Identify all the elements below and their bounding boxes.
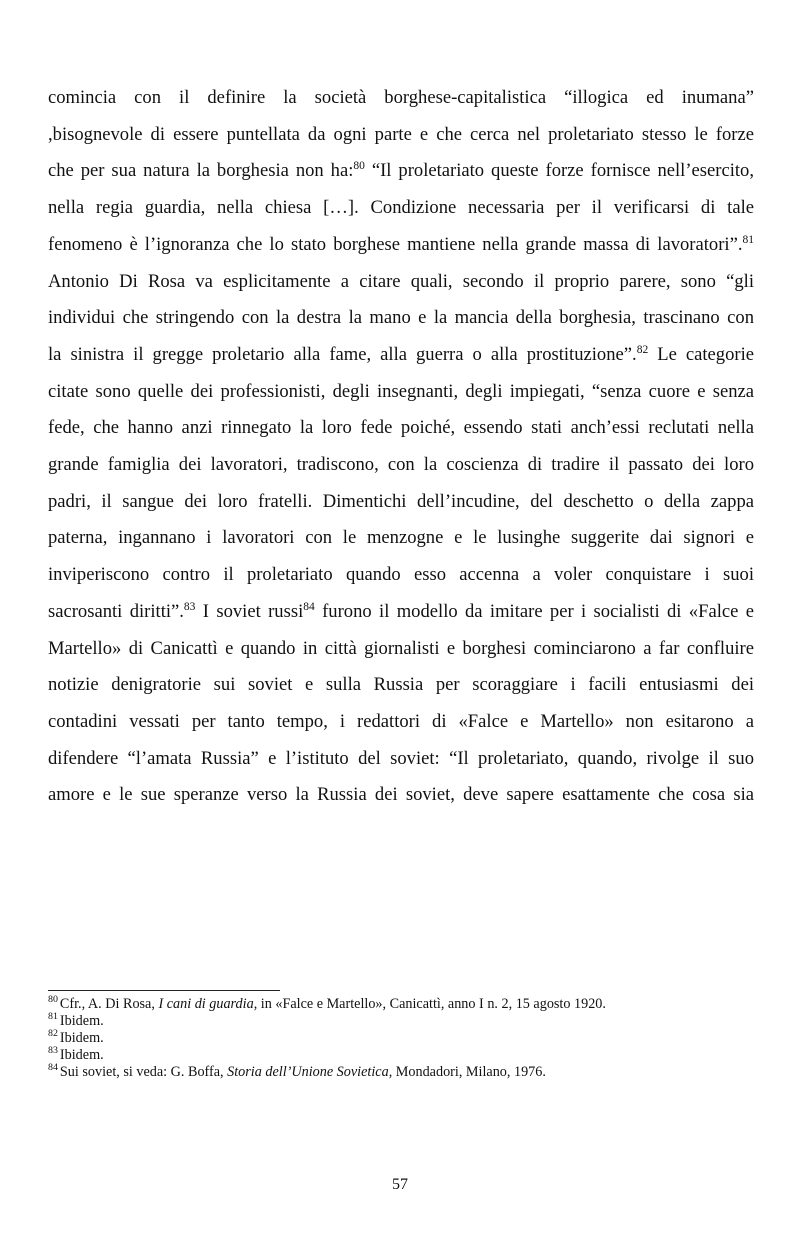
body-text-run: Antonio Di Rosa va esplicitamente a citare quali, secondo il proprio parere, sono “gli <box>48 270 754 292</box>
body-line <box>48 410 754 447</box>
body-text-run: inviperiscono contro il proletariato quando esso accenna a voler conquistare i suoi <box>48 564 754 586</box>
footnote-title: I cani di guardia <box>158 996 254 1012</box>
body-text-run: amore e le sue speranze verso la Russia dei soviet, deve sapere esattamente che cosa sia <box>48 784 754 806</box>
body-text-run: la sinistra il gregge proletario alla fame, alla guerra o alla prostituzione”. <box>48 343 637 365</box>
body-line <box>48 557 754 594</box>
footnote-item <box>48 1047 754 1064</box>
footnote-number: 82 <box>48 1028 58 1040</box>
body-line <box>48 594 754 631</box>
body-text-run: difendere “l’amata Russia” e l’istituto del soviet: “Il proletariato, quando, rivolge il suo <box>48 747 754 769</box>
footnote-text: , Mondadori, Milano, 1976. <box>388 1064 546 1080</box>
body-text-run: Le categorie <box>648 343 754 365</box>
body-line <box>48 631 754 668</box>
body-text-run: paterna, ingannano i lavoratori con le menzogne e le lusinghe suggerite dai signori e <box>48 527 754 549</box>
footnote-ref: 84 <box>303 600 315 613</box>
body-line <box>48 520 754 557</box>
footnote-item <box>48 996 754 1013</box>
body-line <box>48 741 754 778</box>
body-text-run: furono il modello da imitare per i socialisti di «Falce e <box>314 600 754 622</box>
body-line <box>48 337 754 374</box>
footnote-number: 81 <box>48 1011 58 1023</box>
body-line <box>48 80 754 117</box>
body-text-run: individui che stringendo con la destra la mano e la mancia della borghesia, trascinano con <box>48 307 754 329</box>
footnote-item <box>48 1030 754 1047</box>
body-line <box>48 264 754 301</box>
footnote-separator <box>48 990 280 991</box>
footnote-ref: 80 <box>353 160 365 173</box>
body-line <box>48 447 754 484</box>
body-line <box>48 227 754 264</box>
footnote-title: Storia dell’Unione Sovietica <box>227 1064 389 1080</box>
body-line <box>48 704 754 741</box>
body-text-run: citate sono quelle dei professionisti, degli insegnanti, degli impiegati, “senza cuore e senza <box>48 380 754 402</box>
footnote-ref: 83 <box>183 600 196 613</box>
body-text-run: fede, che hanno anzi rinnegato la loro fede poiché, essendo stati anch’essi reclutati nella <box>48 417 754 439</box>
footnote-item <box>48 1064 754 1081</box>
page-number: 57 <box>392 1176 408 1193</box>
body-line <box>48 153 754 190</box>
body-text-run: che per sua natura la borghesia non ha: <box>48 160 354 182</box>
body-text-run: nella regia guardia, nella chiesa […]. Condizione necessaria per il verificarsi di tale <box>48 197 754 219</box>
body-text-run: “Il proletariato queste forze fornisce nell’esercito, <box>364 160 754 182</box>
body-text-run: ,bisognevole di essere puntellata da ogni parte e che cerca nel proletariato stesso le forze <box>48 123 754 145</box>
body-text-run: sacrosanti diritti”. <box>48 600 184 622</box>
body-text-run: I soviet russi <box>195 600 304 622</box>
body-line <box>48 667 754 704</box>
body-text-run: contadini vessati per tanto tempo, i redattori di «Falce e Martello» non esitarono a <box>48 710 754 732</box>
footnote-ref: 81 <box>742 233 754 246</box>
footnote-text: Sui soviet, si veda: G. Boffa, <box>59 1064 228 1080</box>
footnote-number: 84 <box>48 1062 58 1074</box>
body-text-run: Martello» di Canicattì e quando in città giornalisti e borghesi cominciarono a far confluire <box>48 637 754 659</box>
body-line <box>48 777 754 814</box>
body-line <box>48 190 754 227</box>
body-line <box>48 484 754 521</box>
body-text <box>48 80 754 814</box>
footnote-text: , in «Falce e Martello», Canicattì, anno I n. 2, 15 agosto 1920. <box>253 996 606 1012</box>
body-text-run: padri, il sangue dei loro fratelli. Dimentichi dell’incudine, del deschetto o della zappa <box>48 490 754 512</box>
footnote-ref: 82 <box>636 343 649 356</box>
footnote-number: 80 <box>48 994 58 1006</box>
body-text-run: fenomeno è l’ignoranza che lo stato borghese mantiene nella grande massa di lavoratori”. <box>48 233 743 255</box>
body-text-run: notizie denigratorie sui soviet e sulla Russia per scoraggiare i facili entusiasmi dei <box>48 674 754 696</box>
body-text-run: grande famiglia dei lavoratori, tradiscono, con la coscienza di tradire il passato dei loro <box>48 454 754 476</box>
footnote-number: 83 <box>48 1045 58 1057</box>
footnote-text: Ibidem. <box>59 1030 104 1046</box>
body-line <box>48 300 754 337</box>
body-line <box>48 117 754 154</box>
footnote-text: Cfr., A. Di Rosa, <box>59 996 159 1012</box>
body-text-run: comincia con il definire la società borghese-capitalistica “illogica ed inumana” <box>48 87 754 108</box>
footnote-item <box>48 1013 754 1030</box>
footnote-text: Ibidem. <box>59 1047 104 1063</box>
body-line <box>48 374 754 411</box>
footnotes <box>48 996 754 1081</box>
footnote-text: Ibidem. <box>59 1013 104 1029</box>
